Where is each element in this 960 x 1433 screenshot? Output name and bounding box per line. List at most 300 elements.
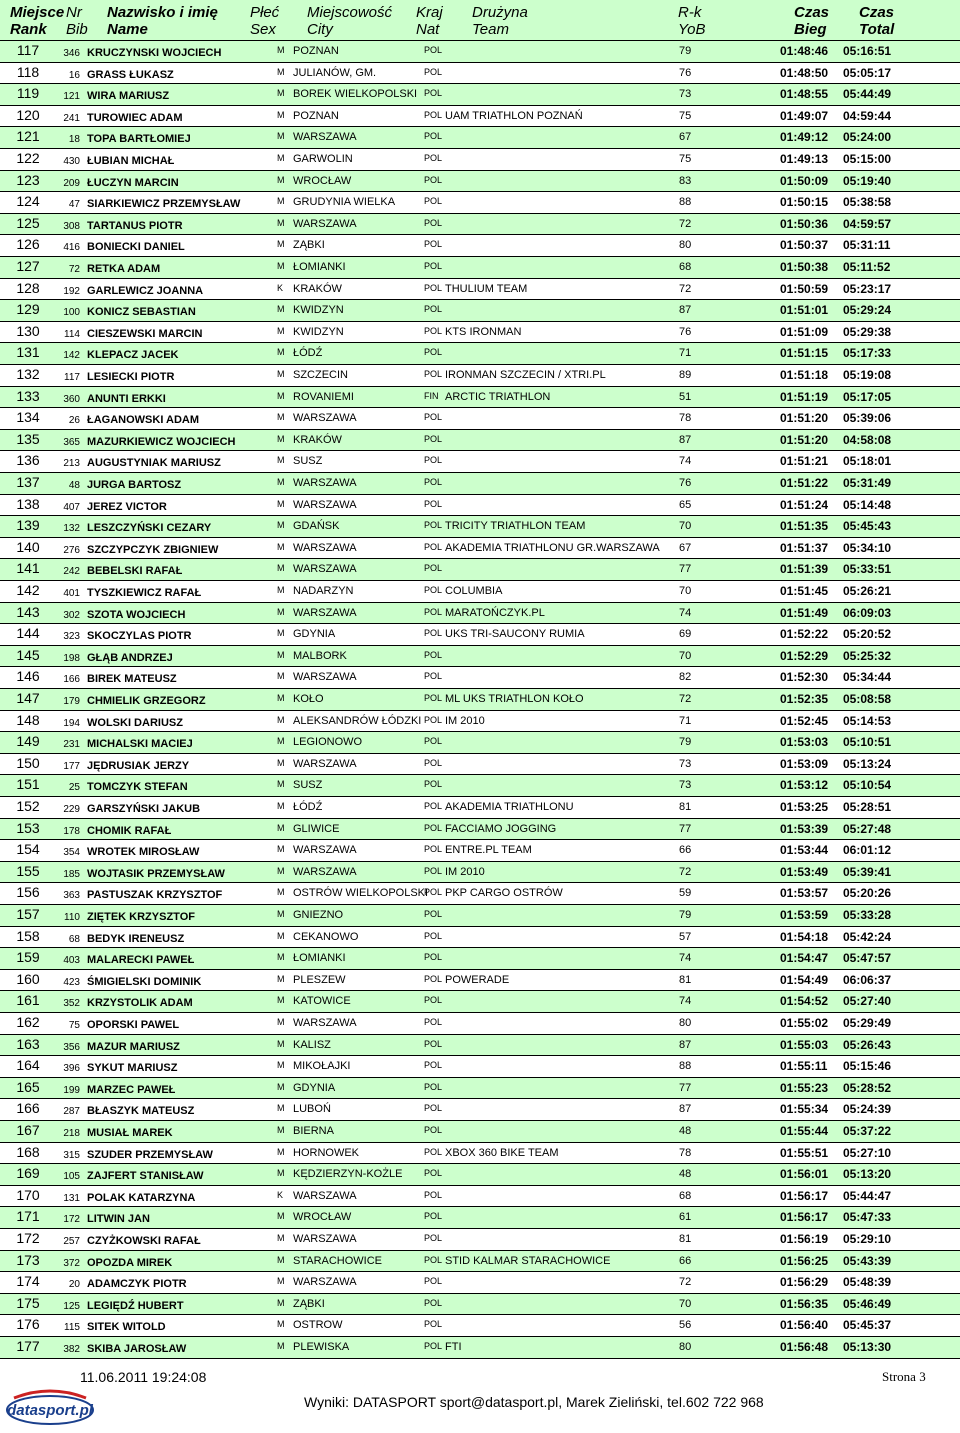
cell-sex: M — [277, 1017, 285, 1027]
cell-bib: 199 — [63, 1084, 80, 1096]
cell-city: STARACHOWICE — [293, 1254, 383, 1267]
cell-nat: POL — [424, 995, 443, 1006]
cell-yob: 72 — [679, 217, 692, 230]
cell-rank: 162 — [16, 1014, 40, 1030]
cell-total: 05:15:00 — [843, 152, 892, 166]
cell-nat: POL — [424, 217, 443, 228]
cell-sex: M — [277, 1060, 285, 1071]
cell-total: 05:33:28 — [843, 908, 892, 922]
cell-total: 05:48:39 — [843, 1275, 892, 1290]
cell-bieg: 01:50:36 — [780, 216, 829, 231]
cell-city: OSTRÓW WIELKOPOLSKI — [293, 887, 429, 900]
cell-yob: 72 — [679, 865, 692, 878]
cell-city: WARSZAWA — [293, 563, 357, 576]
cell-total: 05:31:11 — [843, 238, 891, 253]
cell-city: ZĄBKI — [293, 1297, 325, 1310]
cell-name: CIESZEWSKI MARCIN — [87, 327, 203, 340]
cell-sex: M — [277, 239, 285, 250]
cell-total: 05:27:40 — [843, 994, 892, 1009]
cell-nat: POL — [424, 45, 443, 55]
cell-rank: 166 — [16, 1100, 40, 1117]
footer-page-number: Strona 3 — [882, 1369, 926, 1384]
cell-bib: 26 — [68, 415, 80, 427]
cell-rank: 127 — [16, 258, 40, 274]
cell-sex: M — [277, 1125, 285, 1135]
cell-nat: POL — [424, 865, 443, 876]
cell-rank: 164 — [16, 1057, 40, 1074]
cell-rank: 160 — [16, 970, 40, 987]
cell-team: FACCIAMO JOGGING — [445, 822, 557, 835]
table-row — [0, 559, 960, 581]
cell-rank: 151 — [16, 776, 40, 793]
cell-city: KWIDZYN — [293, 304, 344, 317]
cell-yob: 75 — [679, 153, 692, 165]
cell-name: MICHALSKI MACIEJ — [87, 738, 193, 751]
cell-rank: 120 — [16, 106, 40, 123]
cell-nat: POL — [424, 1168, 443, 1179]
cell-city: GDYNIA — [293, 1081, 336, 1094]
cell-rank: 129 — [16, 301, 40, 318]
cell-nat: POL — [424, 1189, 443, 1200]
cell-team: POWERADE — [445, 973, 510, 986]
cell-rank: 156 — [16, 884, 40, 901]
cell-total: 05:26:43 — [843, 1037, 892, 1052]
cell-team: TRICITY TRIATHLON TEAM — [445, 520, 586, 533]
cell-city: KRAKÓW — [293, 282, 342, 295]
cell-city: GNIEZNO — [293, 909, 344, 921]
cell-team: UKS TRI-SAUCONY RUMIA — [445, 628, 585, 641]
table-row — [0, 235, 960, 257]
cell-name: KRUCZYNSKI WOJCIECH — [87, 47, 222, 59]
cell-bib: 403 — [63, 955, 80, 967]
cell-bieg: 01:50:59 — [780, 281, 829, 296]
cell-nat: POL — [424, 325, 443, 336]
cell-total: 04:59:44 — [843, 108, 892, 123]
cell-yob: 76 — [679, 477, 692, 489]
table-row — [0, 667, 960, 689]
cell-city: WROCŁAW — [293, 1211, 352, 1224]
cell-total: 05:29:10 — [843, 1232, 892, 1246]
cell-bieg: 01:56:48 — [780, 1340, 829, 1354]
cell-yob: 70 — [679, 649, 692, 662]
table-row — [0, 495, 960, 517]
cell-bib: 75 — [68, 1020, 80, 1031]
datasport-logo — [4, 1388, 96, 1428]
table-row — [0, 538, 960, 560]
cell-nat: POL — [424, 131, 443, 142]
cell-yob: 57 — [679, 930, 692, 943]
table-row — [0, 279, 960, 301]
cell-bieg: 01:48:50 — [780, 65, 829, 80]
cell-sex: M — [277, 131, 285, 142]
cell-city: KRAKÓW — [293, 433, 342, 446]
svg-text:datasport.pl: datasport.pl — [7, 1402, 93, 1419]
cell-nat: POL — [424, 930, 443, 941]
cell-name: TARTANUS PIOTR — [87, 219, 183, 232]
cell-sex: M — [277, 541, 285, 552]
cell-bib: 372 — [63, 1257, 80, 1269]
cell-city: KALISZ — [293, 1038, 331, 1051]
cell-bieg: 01:50:09 — [780, 173, 829, 188]
cell-rank: 169 — [16, 1165, 40, 1182]
cell-name: CHMIELIK GRZEGORZ — [87, 695, 206, 707]
table-row — [0, 171, 960, 193]
cell-yob: 74 — [679, 952, 692, 965]
cell-team: MARATOŃCZYK.PL — [445, 606, 545, 619]
cell-bieg: 01:51:15 — [780, 346, 829, 361]
cell-bieg: 01:53:03 — [780, 735, 829, 750]
cell-rank: 174 — [16, 1273, 40, 1290]
cell-bib: 16 — [68, 69, 80, 81]
cell-sex: M — [277, 390, 285, 401]
cell-name: BEBELSKI RAFAŁ — [87, 565, 183, 578]
cell-yob: 79 — [679, 736, 692, 749]
cell-nat: POL — [424, 1017, 443, 1027]
cell-name: BIREK MATEUSZ — [87, 673, 177, 686]
cell-bib: 178 — [63, 825, 80, 837]
cell-city: OSTROW — [293, 1319, 343, 1332]
cell-bib: 354 — [63, 847, 80, 859]
cell-bieg: 01:55:02 — [780, 1016, 829, 1030]
cell-name: SIARKIEWICZ PRZEMYSŁAW — [87, 198, 241, 211]
cell-nat: POL — [424, 801, 443, 811]
cell-total: 05:13:30 — [843, 1340, 892, 1354]
col-rank-header: Miejsce Rank — [10, 4, 65, 38]
cell-city: ŁOMIANKI — [293, 261, 346, 273]
cell-bieg: 01:55:03 — [780, 1037, 829, 1052]
cell-bieg: 01:48:55 — [780, 87, 829, 102]
cell-bib: 48 — [68, 480, 80, 491]
cell-sex: M — [277, 563, 285, 574]
cell-bib: 25 — [68, 782, 80, 794]
cell-city: SZCZECIN — [293, 369, 348, 381]
cell-city: ZĄBKI — [293, 239, 325, 252]
cell-name: SYKUT MARIUSZ — [87, 1062, 178, 1075]
col-name-header: Nazwisko i imię Name — [107, 4, 218, 38]
table-row — [0, 970, 960, 992]
cell-sex: K — [277, 1189, 284, 1200]
cell-yob: 56 — [679, 1319, 692, 1332]
cell-bib: 198 — [63, 652, 80, 664]
table-row — [0, 991, 960, 1013]
cell-nat: POL — [424, 952, 443, 963]
cell-yob: 71 — [679, 714, 692, 727]
cell-team: PKP CARGO OSTRÓW — [445, 887, 563, 900]
cell-sex: M — [277, 1297, 285, 1308]
table-row — [0, 84, 960, 106]
cell-team: ENTRE.PL TEAM — [445, 844, 532, 857]
cell-bieg: 01:55:34 — [780, 1102, 829, 1117]
cell-yob: 70 — [679, 585, 692, 597]
cell-yob: 87 — [679, 433, 692, 446]
cell-name: SZUDER PRZEMYSŁAW — [87, 1148, 213, 1161]
cell-bieg: 01:49:12 — [780, 130, 829, 145]
cell-rank: 122 — [16, 150, 40, 166]
cell-yob: 80 — [679, 1017, 692, 1029]
cell-city: GDYNIA — [293, 628, 336, 641]
cell-nat: POL — [424, 822, 443, 833]
cell-nat: POL — [424, 1319, 443, 1330]
cell-city: WARSZAWA — [293, 1233, 357, 1245]
cell-nat: POL — [424, 1125, 443, 1135]
cell-bib: 308 — [63, 220, 80, 232]
cell-bieg: 01:54:49 — [780, 972, 829, 987]
cell-rank: 135 — [16, 430, 40, 447]
cell-yob: 83 — [679, 174, 692, 187]
cell-nat: FIN — [424, 390, 439, 401]
cell-sex: M — [277, 433, 285, 444]
cell-total: 05:37:22 — [843, 1124, 892, 1138]
cell-rank: 172 — [16, 1230, 40, 1246]
cell-total: 05:10:51 — [843, 735, 892, 750]
cell-name: TOPA BARTŁOMIEJ — [87, 133, 191, 146]
cell-sex: M — [277, 1103, 285, 1114]
cell-nat: POL — [424, 477, 443, 487]
cell-bieg: 01:51:49 — [780, 605, 829, 620]
cell-total: 05:05:17 — [843, 65, 892, 80]
cell-name: CHOMIK RAFAŁ — [87, 824, 172, 837]
cell-bieg: 01:56:01 — [780, 1167, 829, 1182]
cell-city: KATOWICE — [293, 995, 351, 1008]
cell-team: IRONMAN SZCZECIN / XTRI.PL — [445, 369, 606, 381]
cell-total: 05:29:24 — [843, 303, 892, 318]
cell-bib: 323 — [63, 631, 80, 643]
cell-rank: 132 — [16, 366, 40, 382]
cell-rank: 171 — [16, 1208, 40, 1225]
cell-nat: POL — [424, 757, 443, 768]
cell-name: BONIECKI DANIEL — [87, 241, 185, 254]
cell-name: WOJTASIK PRZEMYSŁAW — [87, 867, 225, 880]
cell-nat: POL — [424, 369, 443, 379]
cell-rank: 126 — [16, 236, 40, 253]
table-row — [0, 1272, 960, 1294]
cell-nat: POL — [424, 347, 443, 358]
cell-bieg: 01:56:35 — [780, 1296, 829, 1311]
cell-total: 05:39:41 — [843, 864, 892, 879]
cell-sex: M — [277, 66, 285, 77]
cell-sex: M — [277, 304, 285, 315]
cell-yob: 73 — [679, 779, 692, 792]
cell-city: WROCŁAW — [293, 174, 352, 187]
cell-nat: POL — [424, 1103, 443, 1114]
cell-yob: 74 — [679, 995, 692, 1008]
cell-total: 06:06:37 — [843, 972, 892, 987]
cell-yob: 75 — [679, 109, 692, 122]
cell-sex: M — [277, 1319, 285, 1330]
cell-total: 05:11:52 — [843, 260, 891, 274]
cell-nat: POL — [424, 433, 443, 444]
cell-name: GRASS ŁUKASZ — [87, 68, 174, 81]
cell-bib: 360 — [63, 393, 80, 405]
cell-bib: 218 — [63, 1128, 80, 1139]
table-row — [0, 646, 960, 668]
cell-yob: 76 — [679, 325, 692, 338]
cell-yob: 71 — [679, 347, 692, 360]
cell-bieg: 01:54:18 — [780, 929, 829, 944]
cell-bib: 346 — [63, 48, 80, 59]
cell-bieg: 01:49:07 — [780, 108, 829, 123]
cell-bieg: 01:50:37 — [780, 238, 829, 253]
cell-sex: M — [277, 779, 285, 790]
cell-bib: 142 — [63, 350, 80, 362]
cell-sex: M — [277, 693, 285, 703]
cell-total: 05:45:43 — [843, 519, 892, 534]
cell-rank: 133 — [16, 387, 40, 404]
cell-name: BŁASZYK MATEUSZ — [87, 1105, 195, 1118]
cell-sex: M — [277, 671, 285, 682]
cell-bib: 407 — [63, 501, 80, 513]
cell-nat: POL — [424, 1254, 443, 1265]
cell-yob: 68 — [679, 261, 692, 273]
cell-city: KWIDZYN — [293, 325, 344, 338]
cell-total: 05:45:37 — [843, 1318, 892, 1333]
cell-city: WARSZAWA — [293, 1276, 357, 1289]
cell-sex: M — [277, 174, 285, 185]
cell-nat: POL — [424, 887, 443, 898]
cell-bib: 430 — [63, 156, 80, 167]
cell-bieg: 01:51:09 — [780, 324, 829, 339]
cell-name: JURGA BARTOSZ — [87, 479, 182, 491]
cell-rank: 121 — [16, 128, 40, 145]
cell-city: ŁOMIANKI — [293, 952, 346, 965]
cell-city: WARSZAWA — [293, 217, 357, 230]
cell-bib: 177 — [63, 760, 80, 772]
cell-bib: 121 — [63, 91, 80, 103]
cell-city: BOREK WIELKOPOLSKI — [293, 88, 418, 101]
cell-city: WARSZAWA — [293, 131, 357, 144]
cell-city: WARSZAWA — [293, 541, 357, 554]
cell-name: BEDYK IRENEUSZ — [87, 932, 185, 945]
cell-yob: 70 — [679, 1297, 692, 1310]
cell-sex: M — [277, 455, 285, 466]
cell-rank: 123 — [16, 171, 40, 188]
table-row — [0, 1186, 960, 1208]
cell-name: WROTEK MIROSŁAW — [87, 846, 200, 859]
cell-rank: 175 — [16, 1294, 40, 1311]
cell-name: CZYŻKOWSKI RAFAŁ — [87, 1235, 201, 1247]
table-row — [0, 840, 960, 862]
cell-yob: 81 — [679, 1233, 692, 1245]
table-row — [0, 819, 960, 841]
cell-rank: 138 — [16, 495, 40, 512]
cell-nat: POL — [424, 1276, 443, 1287]
cell-bib: 72 — [68, 264, 80, 275]
cell-sex: M — [277, 757, 285, 768]
cell-rank: 153 — [16, 819, 40, 836]
cell-total: 05:16:51 — [843, 44, 892, 58]
cell-sex: M — [277, 261, 285, 271]
cell-nat: POL — [424, 1060, 443, 1071]
cell-bieg: 01:51:24 — [780, 497, 829, 512]
cell-bib: 213 — [63, 458, 80, 470]
cell-sex: M — [277, 1146, 285, 1157]
cell-bib: 231 — [63, 739, 80, 751]
cell-nat: POL — [424, 1081, 443, 1092]
table-row — [0, 192, 960, 214]
cell-bieg: 01:53:57 — [780, 886, 829, 901]
cell-team: THULIUM TEAM — [445, 282, 528, 295]
cell-nat: POL — [424, 455, 443, 466]
cell-rank: 163 — [16, 1035, 40, 1052]
cell-name: JEREZ VICTOR — [87, 500, 167, 513]
cell-rank: 128 — [16, 279, 40, 296]
cell-bieg: 01:49:13 — [780, 152, 829, 166]
table-row — [0, 63, 960, 85]
table-row — [0, 343, 960, 365]
cell-total: 05:47:33 — [843, 1210, 892, 1225]
cell-city: WARSZAWA — [293, 865, 357, 878]
cell-bib: 110 — [64, 912, 80, 923]
cell-rank: 147 — [16, 690, 40, 706]
cell-total: 05:14:53 — [843, 713, 892, 728]
cell-name: POLAK KATARZYNA — [87, 1191, 196, 1204]
cell-bib: 194 — [63, 717, 80, 729]
col-bib-header: Nr Bib — [66, 4, 88, 38]
cell-bieg: 01:51:39 — [780, 562, 829, 577]
cell-bieg: 01:51:20 — [780, 411, 829, 426]
cell-sex: M — [277, 88, 285, 99]
cell-name: PASTUSZAK KRZYSZTOF — [87, 889, 223, 902]
cell-sex: M — [277, 887, 285, 898]
cell-sex: M — [277, 1081, 285, 1092]
table-row — [0, 1207, 960, 1229]
cell-bieg: 01:53:39 — [780, 821, 829, 836]
cell-nat: POL — [424, 66, 443, 77]
cell-rank: 161 — [16, 992, 40, 1009]
cell-total: 05:08:58 — [843, 692, 892, 706]
cell-city: WARSZAWA — [293, 757, 357, 770]
cell-rank: 134 — [16, 409, 40, 426]
cell-team: XBOX 360 BIKE TEAM — [445, 1146, 559, 1159]
cell-city: BIERNA — [293, 1125, 334, 1137]
cell-yob: 67 — [679, 541, 692, 554]
cell-rank: 145 — [16, 646, 40, 663]
cell-city: POZNAN — [293, 45, 339, 57]
cell-sex: M — [277, 412, 285, 423]
cell-team: COLUMBIA — [445, 585, 503, 597]
cell-team: AKADEMIA TRIATHLONU GR.WARSZAWA — [445, 541, 660, 554]
cell-rank: 124 — [16, 193, 40, 210]
table-row — [0, 603, 960, 625]
cell-city: ROVANIEMI — [293, 390, 354, 403]
cell-total: 04:58:08 — [843, 432, 892, 447]
cell-bib: 114 — [64, 328, 80, 340]
cell-rank: 146 — [16, 668, 40, 685]
cell-nat: POL — [424, 606, 443, 617]
cell-sex: M — [277, 217, 285, 228]
table-row — [0, 149, 960, 171]
footer-datetime: 11.06.2011 19:24:08 — [80, 1369, 207, 1385]
cell-total: 05:17:33 — [843, 346, 892, 361]
cell-nat: POL — [424, 714, 443, 725]
cell-bieg: 01:55:23 — [780, 1080, 829, 1095]
cell-bib: 18 — [68, 134, 80, 146]
table-row — [0, 451, 960, 473]
table-row — [0, 41, 960, 63]
cell-name: ZAJFERT STANISŁAW — [87, 1170, 204, 1183]
cell-bib: 241 — [63, 112, 80, 124]
cell-city: KĘDZIERZYN-KOŻLE — [293, 1168, 403, 1181]
cell-total: 05:27:48 — [843, 821, 892, 836]
cell-sex: M — [277, 1211, 285, 1222]
cell-sex: M — [277, 1341, 285, 1351]
table-row — [0, 1251, 960, 1273]
cell-nat: POL — [424, 412, 443, 423]
cell-nat: POL — [424, 109, 443, 120]
cell-bieg: 01:53:59 — [780, 908, 829, 922]
cell-sex: M — [277, 1276, 285, 1287]
cell-yob: 73 — [679, 88, 692, 101]
